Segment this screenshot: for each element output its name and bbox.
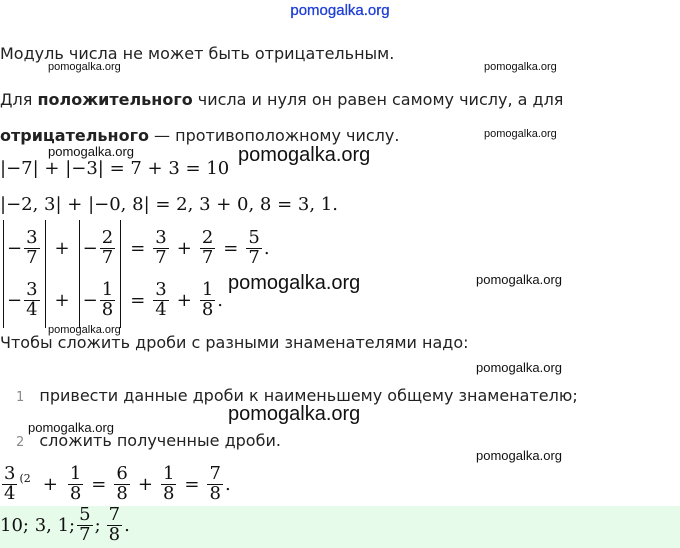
numerator: 7 [108, 503, 121, 525]
watermark: pomogalka.org [476, 448, 562, 463]
fraction [107, 503, 122, 545]
plus-sign: + [54, 237, 70, 259]
equals-sign: = [223, 237, 239, 259]
equation-1: |−7| + |−3| = 7 + 3 = 10 [0, 158, 230, 179]
answer-prefix: 10; 3, 1; [0, 514, 76, 536]
denominator: 4 [155, 298, 167, 320]
watermark: pomogalka.org [48, 61, 121, 73]
rule-text-line2-a: Для [0, 90, 38, 109]
fraction [153, 278, 168, 320]
period: . [217, 289, 224, 311]
fraction [246, 226, 261, 268]
fraction [114, 462, 129, 504]
period: . [224, 473, 231, 495]
watermark: pomogalka.org [476, 272, 562, 287]
fraction [68, 462, 83, 504]
numerator: 6 [116, 462, 128, 484]
plus-sign: + [176, 237, 192, 259]
site-header-link[interactable]: pomogalka.org [290, 2, 390, 19]
abs-bar [120, 272, 121, 328]
watermark: pomogalka.org [484, 61, 557, 73]
numerator: 3 [26, 226, 38, 248]
answer-box [0, 503, 680, 548]
numerator: 7 [209, 462, 221, 484]
denominator: 8 [201, 298, 214, 320]
plus-sign: + [42, 473, 58, 495]
rule-text-line2 [0, 90, 563, 109]
watermark: pomogalka.org [48, 324, 121, 336]
numerator: 3 [4, 462, 16, 484]
rule-text-negative: отрицательного [0, 126, 149, 145]
watermark: pomogalka.org [476, 360, 562, 375]
minus-sign: − [82, 289, 98, 311]
period: . [263, 237, 270, 259]
denominator: 7 [79, 523, 91, 545]
denominator: 4 [4, 482, 16, 504]
fraction [24, 278, 39, 320]
equals-sign: = [130, 237, 146, 259]
separator: ; [94, 514, 101, 536]
numerator: 3 [26, 278, 38, 300]
numerator: 1 [101, 278, 114, 300]
watermark: pomogalka.org [484, 128, 557, 140]
fraction [2, 462, 17, 504]
plus-sign: + [137, 473, 153, 495]
abs-bar [120, 220, 121, 276]
numerator: 2 [101, 226, 114, 248]
fraction [24, 226, 39, 268]
denominator: 8 [162, 482, 175, 504]
denominator: 7 [201, 246, 214, 268]
denominator: 8 [101, 298, 114, 320]
watermark: pomogalka.org [238, 144, 371, 166]
equation-3 [0, 218, 270, 278]
denominator: 8 [108, 523, 121, 545]
fraction-sum-intro: Чтобы сложить дроби с разными знаменателями надо: [0, 333, 469, 352]
fraction [161, 462, 176, 504]
equals-sign: = [91, 473, 107, 495]
step-text: привести данные дроби к наименьшему общему знаменателю; [39, 386, 578, 405]
numerator: 3 [155, 226, 167, 248]
fraction [207, 462, 222, 504]
rule-text-line3-b: — противоположному числу. [148, 126, 400, 145]
watermark: pomogalka.org [48, 144, 134, 159]
denominator: 8 [116, 482, 128, 504]
rule-text-line3 [0, 126, 399, 145]
minus-sign: − [7, 289, 23, 311]
fraction [100, 278, 115, 320]
fraction [77, 503, 92, 545]
fraction [100, 226, 115, 268]
numerator: 5 [248, 226, 260, 248]
numerator: 1 [162, 462, 175, 484]
abs-bar [79, 220, 80, 276]
numerator: 1 [201, 278, 214, 300]
step-text: сложить полученные дроби. [39, 431, 281, 450]
abs-bar [45, 220, 46, 276]
equation-2: |−2, 3| + |−0, 8| = 2, 3 + 0, 8 = 3, 1. [0, 194, 338, 215]
extra-factor-superscript: (2 [19, 471, 31, 485]
denominator: 7 [101, 246, 114, 268]
denominator: 4 [26, 298, 38, 320]
abs-bar [79, 272, 80, 328]
equation-4 [0, 272, 223, 328]
watermark: pomogalka.org [28, 420, 114, 435]
denominator: 8 [69, 482, 82, 504]
equals-sign: = [130, 289, 146, 311]
denominator: 7 [26, 246, 38, 268]
denominator: 7 [248, 246, 260, 268]
step-number: 2 [16, 435, 25, 450]
plus-sign: + [54, 289, 70, 311]
minus-sign: − [82, 237, 98, 259]
minus-sign: − [7, 237, 23, 259]
numerator: 1 [69, 462, 82, 484]
abs-bar [3, 272, 4, 328]
fraction [200, 278, 215, 320]
abs-bar [45, 272, 46, 328]
answer-line [0, 502, 130, 548]
abs-bar [3, 220, 4, 276]
plus-sign: + [176, 289, 192, 311]
numerator: 5 [79, 503, 91, 525]
rule-text-line2-c: числа и нуля он равен самому числу, а для [192, 90, 564, 109]
denominator: 7 [155, 246, 167, 268]
rule-text-line1: Модуль числа не может быть отрицательным. [0, 44, 395, 63]
denominator: 8 [209, 482, 221, 504]
equals-sign: = [184, 473, 200, 495]
watermark: pomogalka.org [228, 403, 361, 425]
fraction [200, 226, 215, 268]
numerator: 2 [201, 226, 214, 248]
numerator: 3 [155, 278, 167, 300]
rule-text-positive: положительного [37, 90, 193, 109]
fraction [153, 226, 168, 268]
period: . [124, 514, 130, 536]
step-number: 1 [16, 390, 25, 405]
watermark: pomogalka.org [228, 272, 361, 294]
